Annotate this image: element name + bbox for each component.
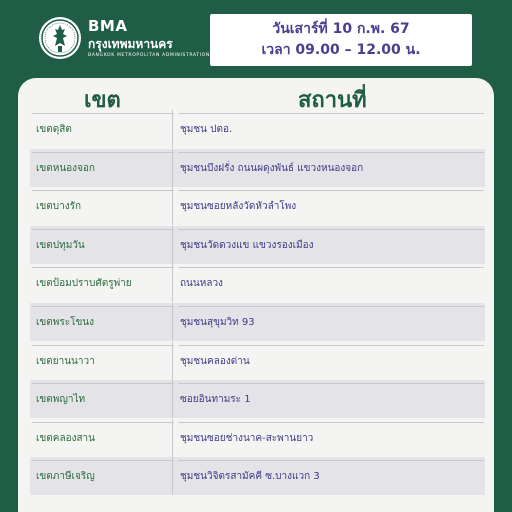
location-cell xyxy=(178,187,484,225)
district-cell xyxy=(32,226,173,264)
district-name: เขตพระโขนง xyxy=(36,317,95,328)
district-name: เขตบางรัก xyxy=(36,201,82,213)
table-row xyxy=(30,380,485,418)
district-cell xyxy=(32,110,173,148)
schedule-time: เวลา 09.00 – 12.00 น. xyxy=(261,42,421,58)
table-row xyxy=(30,110,485,148)
location-cell xyxy=(178,342,484,380)
location-name: ชุมชนสุขุมวิท 93 xyxy=(180,317,255,328)
district-cell xyxy=(32,149,173,187)
district-name: เขตยานนาวา xyxy=(36,355,95,367)
brand xyxy=(88,18,210,59)
location-cell xyxy=(178,303,484,341)
district-name: เขตดุสิต xyxy=(36,124,72,135)
location-name: ชุมชนวิจิตรสามัคคี ซ.บางแวก 3 xyxy=(180,471,320,483)
table-row xyxy=(30,342,485,380)
brand-name: BMA xyxy=(88,17,128,35)
brand-thai-name: กรุงเทพมหานคร xyxy=(88,37,173,51)
district-cell xyxy=(32,457,173,495)
location-name: ซอยอินทามระ 1 xyxy=(180,394,251,406)
location-name: ชุมชนซอยหลังวัดหัวลำโพง xyxy=(180,201,297,213)
district-name: เขตหนองจอก xyxy=(36,162,95,174)
district-cell xyxy=(32,264,173,302)
district-name: เขตปทุมวัน xyxy=(36,239,85,251)
location-cell xyxy=(178,457,484,495)
district-name: เขตคลองสาน xyxy=(36,432,96,444)
header xyxy=(0,0,512,74)
table-row xyxy=(30,264,485,302)
district-name: เขตพญาไท xyxy=(36,394,86,406)
district-cell xyxy=(32,303,173,341)
district-cell xyxy=(32,187,173,225)
location-name: ชุมชนคลองด่าน xyxy=(180,355,250,367)
location-cell xyxy=(178,380,484,418)
location-name: ชุมชนบึงฝรั่ง ถนนผดุงพันธ์ แขวงหนองจอก xyxy=(180,162,364,174)
location-cell xyxy=(178,226,484,264)
table-row xyxy=(30,187,485,225)
district-cell xyxy=(32,342,173,380)
district-column-header: เขต xyxy=(84,88,121,113)
location-name: ชุมชนซอยช่างนาค-สะพานยาว xyxy=(180,432,314,444)
location-cell xyxy=(178,419,484,457)
district-name: เขตป้อมปราบศัตรูพ่าย xyxy=(36,278,132,290)
table-row xyxy=(30,419,485,457)
location-cell xyxy=(178,110,484,148)
location-cell xyxy=(178,149,484,187)
district-cell xyxy=(32,380,173,418)
table-row xyxy=(30,226,485,264)
brand-english-name: BANGKOK METROPOLITAN ADMINISTRATION xyxy=(88,53,210,58)
table-row xyxy=(30,303,485,341)
table-row xyxy=(30,149,485,187)
bma-seal-icon xyxy=(38,16,82,60)
table-row xyxy=(30,457,485,495)
schedule-date: วันเสาร์ที่ 10 ก.พ. 67 xyxy=(272,21,410,37)
location-name: ชุมชน ปตอ. xyxy=(180,124,233,135)
location-name: ชุมชนวัดดวงแข แขวงรองเมือง xyxy=(180,239,314,251)
location-column-header: สถานที่ xyxy=(298,88,367,113)
district-cell xyxy=(32,419,173,457)
location-cell xyxy=(178,264,484,302)
location-name: ถนนหลวง xyxy=(180,278,223,290)
schedule-box xyxy=(210,14,472,66)
district-name: เขตภาษีเจริญ xyxy=(36,471,95,483)
